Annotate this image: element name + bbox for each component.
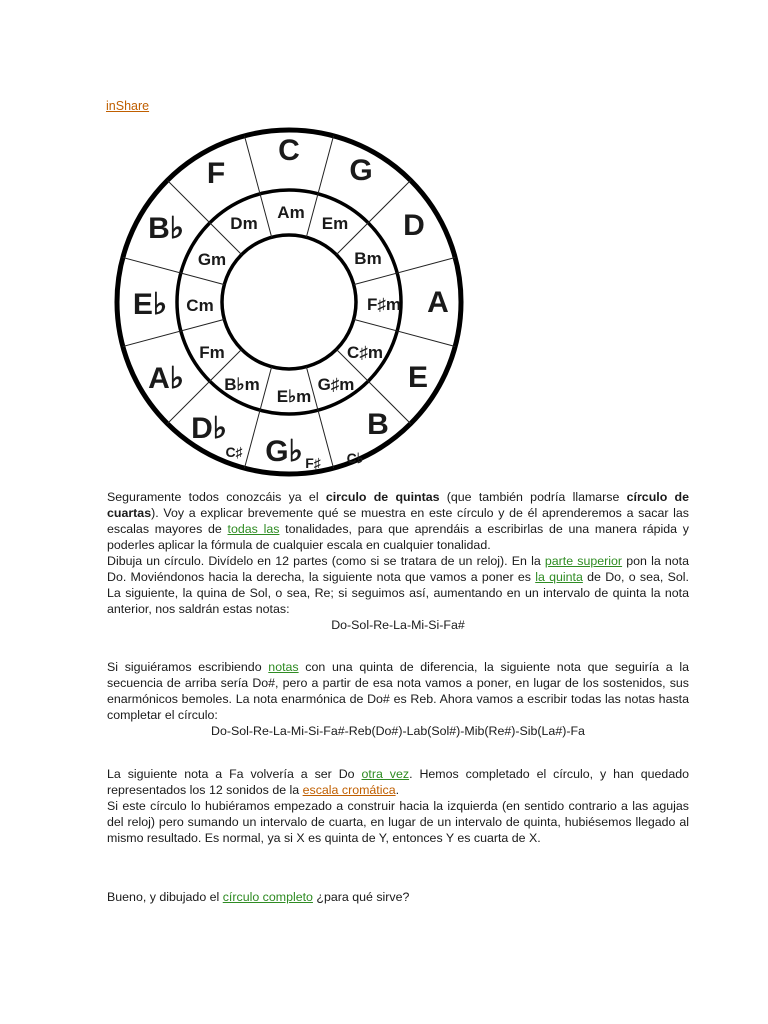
note-sequence-2: Do-Sol-Re-La-Mi-Si-Fa#-Reb(Do#)-Lab(Sol#)-Mib(Re#)-Sib(La#)-Fa: [211, 724, 585, 738]
note-sequence-1: Do-Sol-Re-La-Mi-Si-Fa#: [331, 618, 465, 632]
minor-key-fm: Fm: [199, 343, 225, 362]
link-otra-vez[interactable]: otra vez: [361, 767, 410, 781]
paragraph-question: Bueno, y dibujado el círculo completo ¿para qué sirve?: [107, 890, 410, 904]
paragraph-complete-circle: La siguiente nota a Fa volvería a ser Do otra vez. Hemos completado el círculo, y han quedado representados los 12 sonidos de la escala cromática.: [107, 767, 689, 797]
enharmonic-c-sharp: C♯: [225, 444, 243, 460]
link-todas-las[interactable]: todas las: [227, 522, 280, 536]
link-parte-superior[interactable]: parte superior: [544, 554, 623, 568]
minor-key-dm: Dm: [230, 214, 258, 233]
major-key-d: D: [403, 209, 425, 242]
major-key-b: B: [367, 408, 389, 441]
article-body-2: [107, 659, 689, 739]
circle-of-fifths-diagram: [132, 132, 449, 488]
major-key-a-flat: A♭: [148, 362, 184, 395]
term-circulo-de-quintas: circulo de quintas: [325, 490, 440, 504]
inner-ring: [222, 235, 356, 369]
major-key-g: G: [349, 154, 373, 187]
paragraph-intro: Seguramente todos conozcáis ya el circulo de quintas (que también podría llamarse círculo de cuartas). Voy a explicar brevemente qué se muestra en este círculo y de él aprenderemos a sacar las escalas mayores de todas las tonalidades, para que aprendáis a escribirlas de una manera rápida y poderles aplicar la fórmula de cualquier escala en cualquier tonalidad.: [107, 490, 690, 552]
paragraph-enharmonics: Si siguiéramos escribiendo notas con una quinta de diferencia, la siguiente nota que seguiría a la secuencia de arriba sería Do#, pero a partir de esa nota vamos a poner, en lugar de los sostenidos, sus enarmónicos bemoles. La nota enarmónica de Do# es Reb. Ahora vamos a escribir todas las notas hasta completar el círculo:: [107, 660, 690, 722]
minor-key-cm: Cm: [186, 296, 214, 315]
enharmonic-c-flat: C♭: [346, 450, 364, 466]
major-key-c: C: [278, 134, 300, 167]
article-body: [107, 489, 689, 633]
link-notas[interactable]: notas: [268, 660, 299, 674]
paragraph-draw-circle: Dibuja un círculo. Divídelo en 12 partes (como si se tratara de un reloj). En la parte superior pon la nota Do. Moviéndonos hacia la derecha, la siguiente nota que vamos a poner es la quinta de Do, o sea, Sol. La siguiente, la quina de Sol, o sea, Re; si seguimos así, aumentando en un intervalo de quinta la nota anterior, nos saldrán estas notas:: [107, 554, 690, 616]
article-body-3: [107, 766, 689, 846]
minor-key-em: Em: [321, 214, 349, 233]
minor-key-g-sharp-m: G♯m: [317, 375, 355, 394]
major-key-f: F: [206, 157, 226, 190]
link-escala-cromatica[interactable]: escala cromática: [302, 783, 396, 797]
link-circulo-completo[interactable]: círculo completo: [222, 890, 313, 904]
minor-key-e-flat-m: E♭m: [276, 387, 312, 406]
major-key-b-flat: B♭: [148, 212, 184, 245]
major-key-a: A: [427, 286, 449, 319]
major-key-e-flat: E♭: [132, 288, 168, 321]
enharmonic-f-sharp: F♯: [305, 455, 321, 471]
minor-key-am: Am: [277, 203, 305, 222]
term-circulo-de-cuartas: círculo de cuartas: [107, 490, 690, 520]
minor-key-bm: Bm: [354, 249, 382, 268]
minor-key-gm: Gm: [197, 250, 227, 269]
link-la-quinta[interactable]: la quinta: [535, 570, 583, 584]
minor-key-f-sharp-m: F♯m: [367, 295, 401, 314]
article-body-4: [107, 889, 689, 905]
minor-key-b-flat-m: B♭m: [224, 375, 260, 394]
inshare-link[interactable]: inShare: [106, 99, 150, 113]
wedge-dividers: [123, 136, 455, 468]
major-key-g-flat: G♭: [265, 435, 303, 468]
minor-key-c-sharp-m: C♯m: [347, 343, 383, 362]
major-key-e: E: [407, 361, 429, 394]
paragraph-fourths: Si este círculo lo hubiéramos empezado a construir hacia la izquierda (en sentido contrario a las agujas del reloj) pero sumando un intervalo de cuarta, en lugar de un intervalo de quinta, hubiésemos llegado al mismo resultado. Es normal, ya si X es quinta de Y, entonces Y es cuarta de X.: [107, 799, 689, 845]
major-key-d-flat: D♭: [191, 412, 227, 445]
